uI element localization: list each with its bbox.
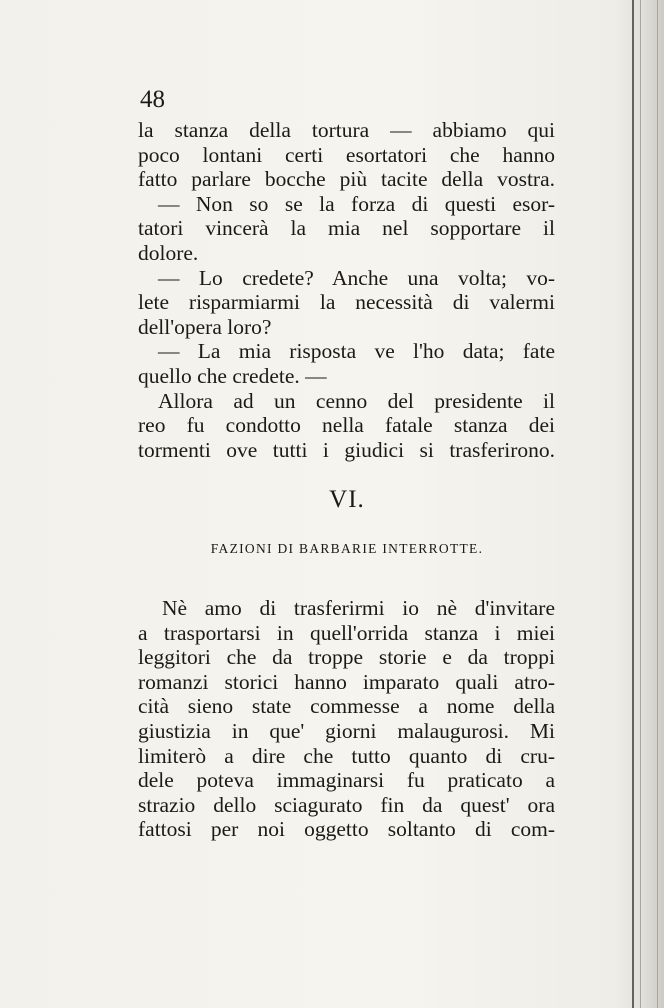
body-text-section-one: [138, 118, 555, 462]
text-line: dell'opera loro?: [138, 314, 272, 339]
text-line: lete risparmiarmi la necessità di valermi: [138, 290, 555, 315]
text-line: — Non so se la forza di questi esor-: [158, 191, 555, 216]
text-line: a trasportarsi in quell'orrida stanza i miei: [138, 620, 555, 645]
text-line: tormenti ove tutti i giudici si trasferirono.: [138, 437, 555, 462]
text-line: Nè amo di trasferirmi io nè d'invitare: [162, 596, 555, 620]
text-line: poco lontani certi esortatori che hanno: [138, 142, 555, 167]
text-line: giustizia in que' giorni malaugurosi. Mi: [138, 718, 555, 743]
text-line: quello che credete. —: [138, 363, 327, 388]
text-line: dele poteva immaginarsi fu praticato a: [138, 768, 555, 793]
text-line: fattosi per noi oggetto soltanto di com-: [138, 817, 555, 842]
chapter-title: FAZIONI DI BARBARIE INTERROTTE.: [210, 541, 484, 556]
text-line: tatori vincerà la mia nel sopportare il: [138, 216, 555, 241]
text-line: reo fu condotto nella fatale stanza dei: [138, 413, 555, 438]
text-line: Allora ad un cenno del presidente il: [158, 388, 555, 413]
chapter-number: VI.: [329, 486, 365, 513]
text-line: romanzi storici hanno imparato quali atro-: [138, 669, 555, 694]
text-line: la stanza della tortura — abbiamo qui: [138, 118, 555, 142]
text-line: — La mia risposta ve l'ho data; fate: [158, 339, 555, 364]
text-line: fatto parlare bocche più tacite della vostra.: [138, 167, 555, 192]
text-line: limiterò a dire che tutto quanto di cru-: [138, 743, 555, 768]
text-line: leggitori che da troppe storie e da troppi: [138, 645, 555, 670]
page-number: 48: [140, 86, 165, 113]
text-line: cità sieno state commesse a nome della: [138, 694, 555, 719]
text-line: strazio dello sciagurato fin da quest' ora: [138, 792, 555, 817]
text-line: dolore.: [138, 240, 199, 265]
text-line: — Lo credete? Anche una volta; vo-: [158, 265, 555, 290]
body-text-section-two: [138, 596, 555, 842]
